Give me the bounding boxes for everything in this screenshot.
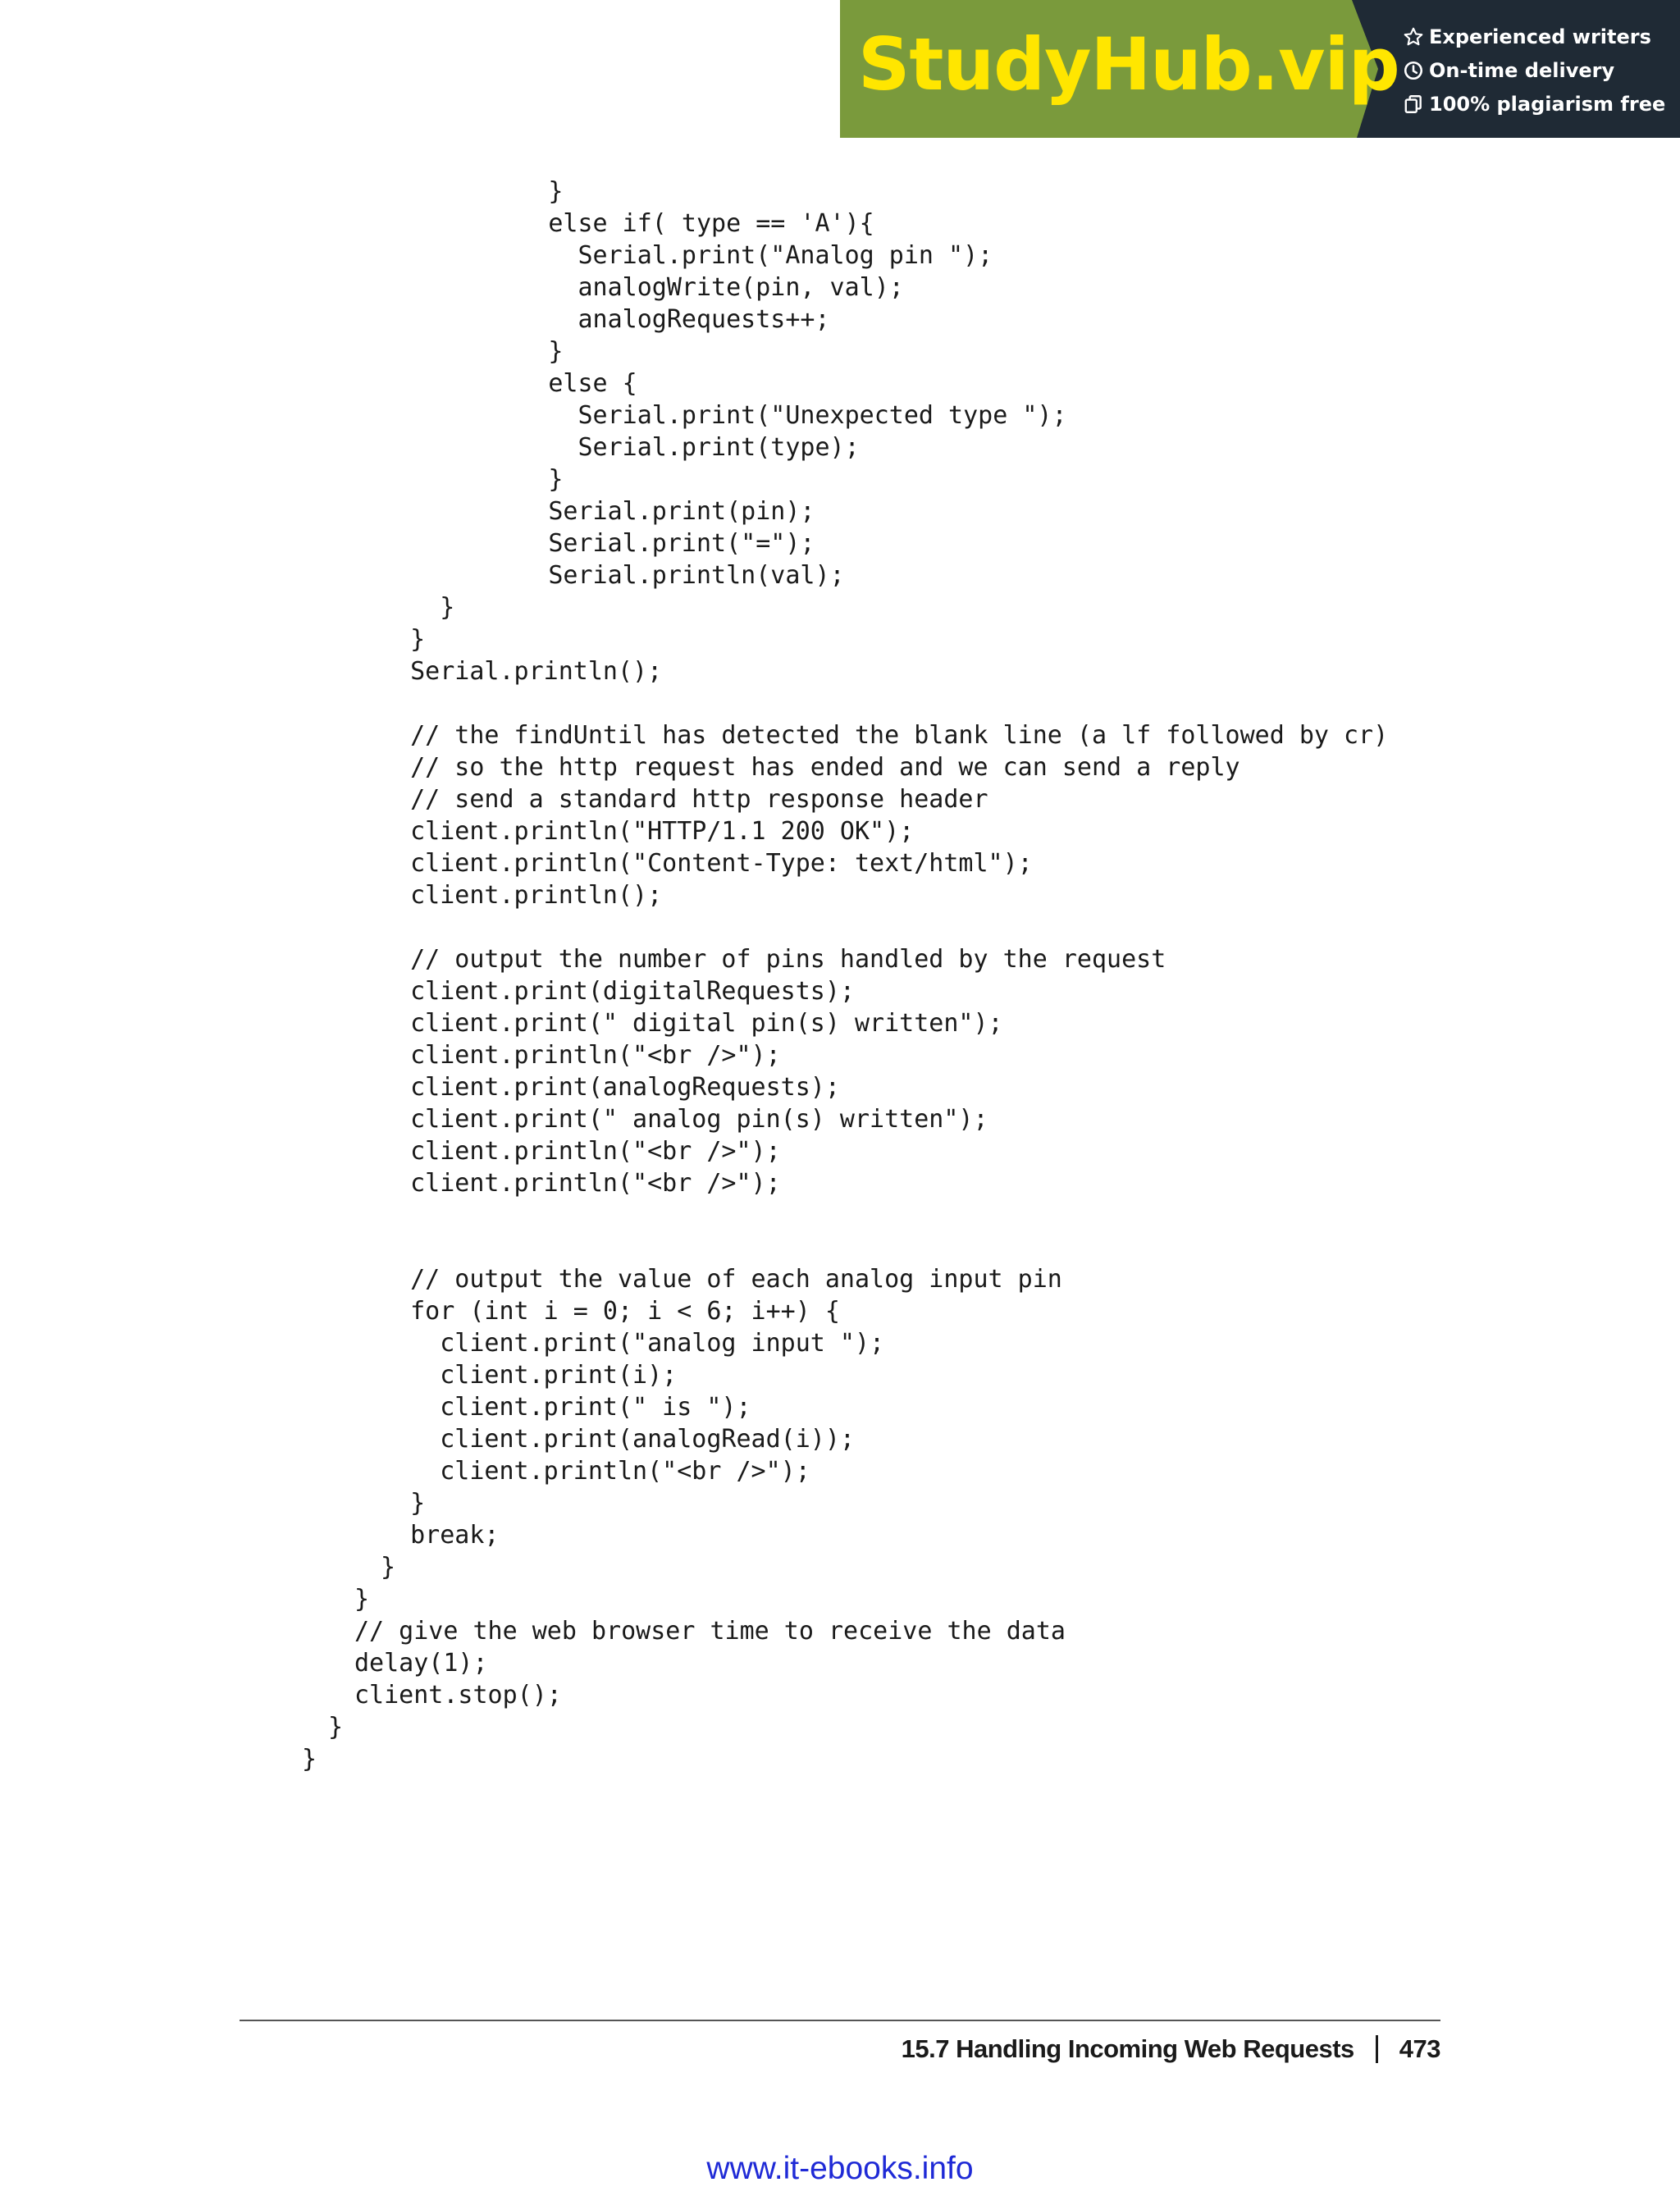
copy-icon bbox=[1403, 94, 1424, 115]
code-line: analogRequests++; bbox=[459, 305, 830, 334]
code-line: } bbox=[381, 625, 426, 654]
code-comment: // send a standard http response header bbox=[381, 785, 988, 814]
code-line: client.println("<br />"); bbox=[381, 1457, 810, 1486]
code-line: } bbox=[459, 465, 564, 494]
code-line: else if( type == 'A'){ bbox=[459, 209, 874, 238]
code-line: client.print(digitalRequests); bbox=[381, 977, 855, 1006]
code-line: Serial.println(); bbox=[381, 657, 663, 686]
clock-icon bbox=[1403, 60, 1424, 81]
code-line: client.println("HTTP/1.1 200 OK"); bbox=[381, 817, 915, 846]
star-icon bbox=[1403, 26, 1424, 48]
code-line: } bbox=[459, 177, 564, 206]
code-line: client.print(" analog pin(s) written"); bbox=[381, 1105, 988, 1134]
code-line: client.print(analogRead(i)); bbox=[381, 1425, 855, 1454]
perk-label: Experienced writers bbox=[1429, 25, 1651, 48]
code-line: client.println("Content-Type: text/html"); bbox=[381, 849, 1033, 878]
code-line: } bbox=[381, 1553, 396, 1582]
site-link[interactable]: www.it-ebooks.info bbox=[706, 2151, 974, 2186]
code-line bbox=[0, 1199, 1444, 1231]
studyhub-banner[interactable] bbox=[840, 0, 1680, 138]
code-line: analogWrite(pin, val); bbox=[459, 273, 904, 302]
footer-separator bbox=[1376, 2035, 1378, 2063]
code-line: } bbox=[302, 1745, 317, 1774]
perk-label: 100% plagiarism free bbox=[1429, 92, 1666, 116]
code-line: client.println("<br />"); bbox=[381, 1041, 781, 1070]
code-line: Serial.print("Analog pin "); bbox=[459, 241, 993, 270]
section-title: 15.7 Handling Incoming Web Requests bbox=[901, 2034, 1354, 2063]
code-line: Serial.print(pin); bbox=[459, 497, 815, 526]
perk-item bbox=[1403, 87, 1673, 121]
code-line: else { bbox=[459, 369, 637, 398]
code-line: client.println("<br />"); bbox=[381, 1169, 781, 1198]
page-number: 473 bbox=[1399, 2034, 1440, 2063]
perk-item bbox=[1403, 53, 1673, 87]
code-line: break; bbox=[381, 1521, 500, 1550]
code-line: client.print(i); bbox=[381, 1361, 678, 1390]
code-comment: // give the web browser time to receive the data bbox=[354, 1617, 1066, 1646]
code-line: } bbox=[381, 593, 455, 622]
code-line: Serial.print("Unexpected type "); bbox=[459, 401, 1067, 430]
perks-list bbox=[1403, 20, 1673, 121]
running-footer bbox=[902, 2029, 1440, 2069]
code-line: client.stop(); bbox=[354, 1681, 562, 1710]
brand-logo-text[interactable]: StudyHub.vip bbox=[858, 22, 1399, 107]
code-line bbox=[0, 911, 1444, 943]
code-line: Serial.println(val); bbox=[459, 561, 845, 590]
code-listing bbox=[0, 176, 1444, 1775]
code-line: client.println("<br />"); bbox=[381, 1137, 781, 1166]
code-line: } bbox=[459, 337, 564, 366]
code-line: client.print(" digital pin(s) written"); bbox=[381, 1009, 1003, 1038]
code-comment: // output the number of pins handled by the request bbox=[381, 945, 1166, 974]
footer-rule bbox=[240, 2020, 1440, 2021]
code-comment: // the findUntil has detected the blank line (a lf followed by cr) bbox=[381, 721, 1389, 750]
code-line: client.print(" is "); bbox=[381, 1393, 751, 1422]
code-line: } bbox=[381, 1489, 426, 1518]
code-line: for (int i = 0; i < 6; i++) { bbox=[381, 1297, 840, 1326]
code-line: client.print("analog input "); bbox=[381, 1329, 885, 1358]
code-line: Serial.print(type); bbox=[459, 433, 860, 462]
code-line: client.println(); bbox=[381, 881, 663, 910]
code-comment: // so the http request has ended and we can send a reply bbox=[381, 753, 1240, 782]
code-line bbox=[0, 1231, 1444, 1263]
code-line: client.print(analogRequests); bbox=[381, 1073, 840, 1102]
code-line: } bbox=[328, 1713, 344, 1742]
perk-item bbox=[1403, 20, 1673, 53]
code-line: } bbox=[354, 1585, 370, 1614]
code-line: delay(1); bbox=[354, 1649, 488, 1678]
code-comment: // output the value of each analog input pin bbox=[381, 1265, 1062, 1294]
code-line bbox=[0, 687, 1444, 719]
code-line: Serial.print("="); bbox=[459, 529, 815, 558]
perk-label: On-time delivery bbox=[1429, 58, 1615, 82]
